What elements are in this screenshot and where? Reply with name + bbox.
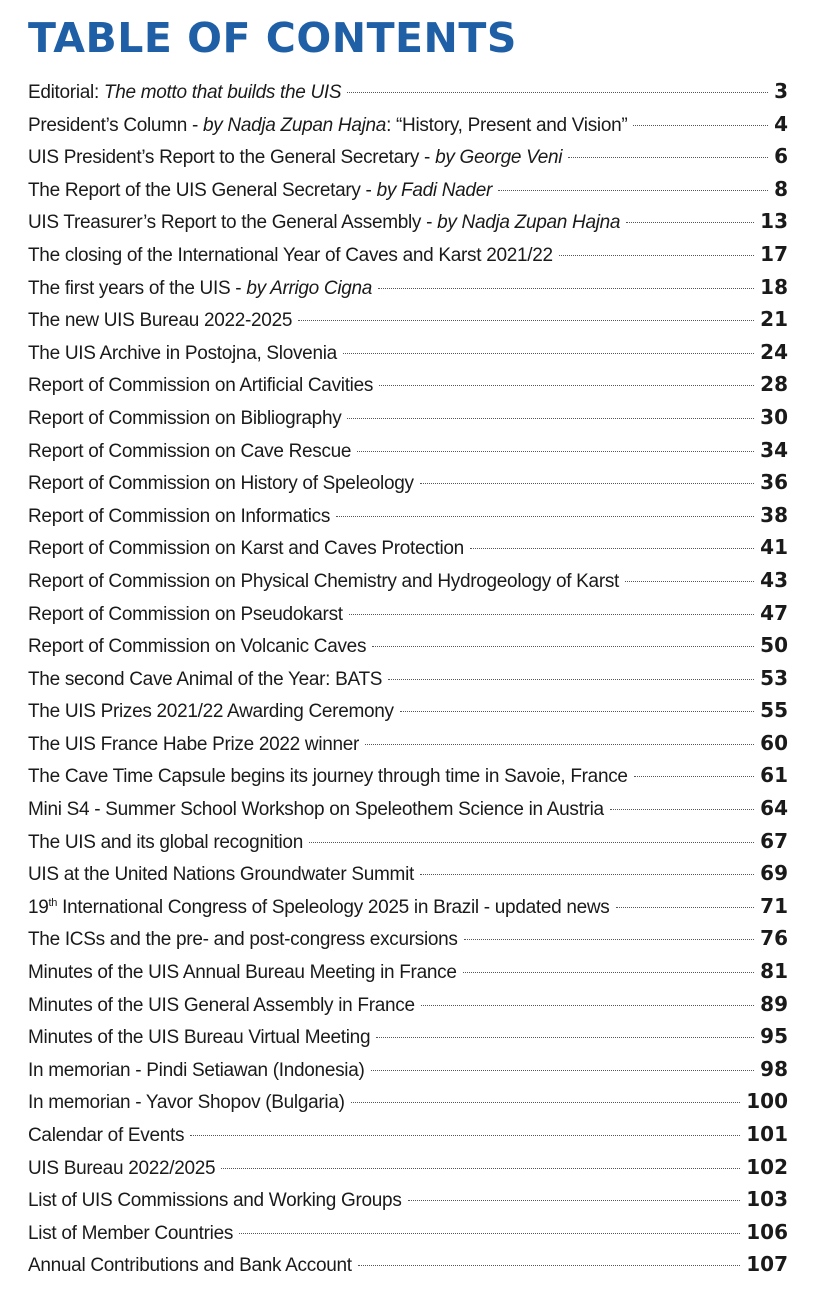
toc-entry-title — [28, 1218, 233, 1251]
toc-entry-author: by Arrigo Cigna — [246, 277, 373, 299]
toc-page-number: 18 — [760, 274, 788, 299]
toc-entry-title-text: UIS Treasurer’s Report to the General Assembly - — [28, 212, 438, 234]
toc-entry-author: The motto that builds the UIS — [103, 82, 342, 103]
toc-entry-title — [28, 1055, 365, 1088]
toc-entry[interactable] — [28, 922, 788, 955]
toc-entry-title — [28, 533, 464, 566]
toc-entry-title-text: Report of Commission on Cave Rescue — [28, 440, 352, 462]
toc-entry-title — [28, 729, 359, 762]
toc-entry[interactable] — [28, 303, 788, 336]
dot-leader — [239, 1233, 740, 1234]
toc-page-number: 43 — [760, 567, 788, 592]
toc-entry-title-text: Report of Commission on Bibliography — [28, 407, 342, 429]
dot-leader — [376, 1037, 754, 1038]
toc-entry-title — [28, 77, 341, 110]
toc-entry-title-text: Minutes of the UIS Bureau Virtual Meeting — [28, 1027, 371, 1049]
toc-page-number: 95 — [760, 1024, 788, 1049]
toc-entry[interactable] — [28, 336, 788, 369]
toc-entry-title — [28, 110, 627, 143]
toc-entry[interactable] — [28, 499, 788, 532]
dot-leader — [616, 907, 755, 908]
toc-entry-title-text: Report of Commission on Artificial Cavities — [28, 375, 374, 397]
toc-entry[interactable] — [28, 759, 788, 792]
toc-entry-title — [28, 794, 604, 827]
dot-leader — [371, 1070, 755, 1071]
toc-entry-title-text: Report of Commission on Pseudokarst — [28, 603, 343, 625]
toc-entry-author: by Nadja Zupan Hajna — [202, 114, 387, 136]
dot-leader — [420, 483, 754, 484]
toc-entry-subtitle: International Congress of Speleology 2025 in Brazil - updated news — [57, 896, 610, 918]
dot-leader — [365, 744, 754, 745]
toc-entry[interactable] — [28, 75, 788, 108]
toc-entry-title — [28, 370, 373, 403]
toc-page-number: 4 — [774, 111, 788, 136]
toc-page-number: 36 — [760, 470, 788, 495]
toc-entry-title — [28, 1153, 215, 1186]
dot-leader — [633, 125, 768, 126]
dot-leader — [372, 646, 754, 647]
toc-entry-title — [28, 436, 351, 469]
toc-entry-title-text: Report of Commission on Volcanic Caves — [28, 636, 367, 658]
toc-entry[interactable] — [28, 1118, 788, 1151]
toc-entry[interactable] — [28, 1216, 788, 1249]
toc-page-number: 76 — [760, 926, 788, 951]
toc-entry-title-text: List of Member Countries — [28, 1222, 234, 1244]
toc-entry-author: by Nadja Zupan Hajna — [437, 212, 621, 234]
toc-entry-title-text: Report of Commission on Karst and Caves Protection — [28, 538, 464, 560]
toc-page-number: 17 — [760, 241, 788, 266]
toc-page-number: 3 — [774, 79, 788, 103]
dot-leader — [378, 288, 754, 289]
toc-entry[interactable] — [28, 140, 788, 173]
dot-leader — [634, 776, 754, 777]
toc-entry-title-text: UIS President’s Report to the General Secretary - — [28, 147, 436, 169]
dot-leader — [343, 353, 754, 354]
toc-entry-title-text: President’s Column - — [28, 114, 203, 136]
toc-entry-title-text: 19 — [28, 896, 49, 918]
dot-leader — [470, 548, 754, 549]
dot-leader — [298, 320, 754, 321]
toc-entry[interactable] — [28, 108, 788, 141]
toc-entry[interactable] — [28, 564, 788, 597]
toc-entry[interactable] — [28, 1248, 788, 1281]
toc-entry[interactable] — [28, 205, 788, 238]
dot-leader — [625, 581, 754, 582]
toc-page-number: 107 — [746, 1252, 788, 1277]
toc-page-number: 50 — [760, 633, 788, 658]
toc-entry[interactable] — [28, 368, 788, 401]
dot-leader — [610, 809, 754, 810]
dot-leader — [568, 157, 768, 158]
toc-entry[interactable] — [28, 1020, 788, 1053]
dot-leader — [464, 939, 755, 940]
toc-entry[interactable] — [28, 1085, 788, 1118]
toc-entry-title — [28, 175, 492, 208]
dot-leader — [358, 1265, 741, 1266]
toc-entry-title-text: The first years of the UIS - — [28, 277, 247, 299]
toc-page-number: 98 — [760, 1056, 788, 1081]
toc-entry[interactable] — [28, 1151, 788, 1184]
toc-page-number: 21 — [760, 307, 788, 332]
toc-page-number: 81 — [760, 959, 788, 984]
toc-entry-title-text: Minutes of the UIS Annual Bureau Meeting in France — [28, 962, 457, 984]
toc-entry[interactable] — [28, 890, 788, 923]
toc-page-number: 106 — [746, 1219, 788, 1244]
toc-entry-title — [28, 403, 341, 436]
dot-leader — [420, 874, 754, 875]
toc-entry-title — [28, 1185, 402, 1218]
toc-page-number: 64 — [760, 796, 788, 821]
toc-page-number: 71 — [760, 893, 788, 918]
toc-entry[interactable] — [28, 727, 788, 760]
toc-entry-title-text: The Cave Time Capsule begins its journey through time in Savoie, France — [28, 766, 628, 788]
toc-entry-title — [28, 1022, 370, 1055]
toc-page-number: 8 — [774, 176, 788, 201]
toc-entry-title-text: The UIS Prizes 2021/22 Awarding Ceremony — [28, 701, 394, 723]
dot-leader — [351, 1102, 741, 1103]
toc-entry[interactable] — [28, 1183, 788, 1216]
toc-page-number: 47 — [760, 600, 788, 625]
toc-entry-title-text: The UIS Archive in Postojna, Slovenia — [28, 342, 337, 364]
toc-entry[interactable] — [28, 825, 788, 858]
dot-leader — [388, 679, 754, 680]
dot-leader — [221, 1168, 740, 1169]
toc-entry-title — [28, 599, 343, 632]
toc-entry-title — [28, 501, 330, 534]
toc-entry-title — [28, 631, 366, 664]
toc-entry-title-text: In memorian - Yavor Shopov (Bulgaria) — [28, 1092, 345, 1114]
toc-entry[interactable] — [28, 955, 788, 988]
toc-entry-title-text: The closing of the International Year of Caves and Karst 2021/22 — [28, 244, 553, 266]
toc-page-number: 102 — [746, 1154, 788, 1179]
toc-entry-title-text: Report of Commission on History of Speleology — [28, 473, 414, 495]
toc-entry[interactable] — [28, 857, 788, 890]
toc-entry-title — [28, 1087, 345, 1120]
dot-leader — [347, 418, 754, 419]
toc-entry[interactable] — [28, 629, 788, 662]
dot-leader — [408, 1200, 741, 1201]
dot-leader — [309, 842, 754, 843]
toc-entry-title — [28, 142, 562, 175]
toc-entry-title — [28, 1250, 352, 1283]
toc-entry-title — [28, 696, 394, 729]
toc-entry-title-text: Mini S4 - Summer School Workshop on Speleothem Science in Austria — [28, 799, 604, 821]
toc-page-number: 28 — [760, 372, 788, 397]
toc-entry-title — [28, 207, 620, 240]
toc-entry-title-text: Minutes of the UIS General Assembly in France — [28, 994, 415, 1016]
toc-page-number: 6 — [774, 144, 788, 169]
toc-page-number: 60 — [760, 730, 788, 755]
toc-entry-title — [28, 305, 292, 338]
toc-page-number: 38 — [760, 502, 788, 527]
toc-page-number: 100 — [746, 1089, 788, 1114]
toc-entry[interactable] — [28, 1053, 788, 1086]
page-title: TABLE OF CONTENTS — [28, 14, 517, 62]
toc-entry-title-text: Report of Commission on Physical Chemistry and Hydrogeology of Karst — [28, 570, 620, 592]
toc-page-number: 103 — [746, 1187, 788, 1212]
toc-entry[interactable] — [28, 466, 788, 499]
toc-entry-title-text: Calendar of Events — [28, 1125, 185, 1146]
toc-entry-title — [28, 338, 337, 371]
table-of-contents — [28, 75, 788, 1281]
toc-entry-title-text: The second Cave Animal of the Year: BATS — [28, 668, 383, 690]
toc-entry-author: by Fadi Nader — [376, 179, 492, 201]
toc-entry[interactable] — [28, 988, 788, 1021]
dot-leader — [347, 92, 768, 93]
toc-page-number: 69 — [760, 861, 788, 886]
toc-page-number: 67 — [760, 828, 788, 853]
toc-page-number: 53 — [760, 665, 788, 690]
dot-leader — [379, 385, 754, 386]
toc-page-number: 13 — [760, 209, 788, 234]
toc-entry-title-text: List of UIS Commissions and Working Groups — [28, 1190, 402, 1212]
toc-entry-title — [28, 468, 414, 501]
dot-leader — [400, 711, 754, 712]
toc-entry-ordinal-suffix: th — [48, 896, 58, 909]
toc-entry-title — [28, 827, 303, 860]
toc-entry-title — [28, 240, 553, 273]
toc-entry-title — [28, 664, 382, 697]
toc-entry[interactable] — [28, 434, 788, 467]
toc-entry-title-text: Annual Contributions and Bank Account — [28, 1255, 352, 1277]
toc-page-number: 61 — [760, 763, 788, 788]
toc-entry-title-text: The ICSs and the pre- and post-congress excursions — [28, 929, 458, 951]
toc-entry-title — [28, 892, 610, 925]
toc-entry[interactable] — [28, 792, 788, 825]
dot-leader — [463, 972, 755, 973]
toc-entry[interactable] — [28, 531, 788, 564]
toc-page-number: 101 — [746, 1122, 788, 1146]
toc-entry-title — [28, 1120, 184, 1153]
toc-entry-title — [28, 957, 457, 990]
toc-page-number: 89 — [760, 991, 788, 1016]
dot-leader — [336, 516, 754, 517]
toc-page-number: 41 — [760, 535, 788, 560]
toc-entry[interactable] — [28, 401, 788, 434]
toc-entry[interactable] — [28, 271, 788, 304]
toc-entry[interactable] — [28, 597, 788, 630]
toc-entry-title-text: The UIS and its global recognition — [28, 831, 303, 853]
toc-page-number: 34 — [760, 437, 788, 462]
toc-entry-title — [28, 566, 619, 599]
toc-entry[interactable] — [28, 173, 788, 206]
toc-entry-title-text: Report of Commission on Informatics — [28, 505, 331, 527]
toc-entry-title-text: The Report of the UIS General Secretary - — [28, 179, 377, 201]
dot-leader — [421, 1005, 754, 1006]
toc-entry[interactable] — [28, 694, 788, 727]
toc-entry-title-text: In memorian - Pindi Setiawan (Indonesia) — [28, 1059, 365, 1081]
toc-entry-title-text: The new UIS Bureau 2022-2025 — [28, 310, 293, 332]
toc-entry[interactable] — [28, 238, 788, 271]
toc-entry-title-text: UIS Bureau 2022/2025 — [28, 1157, 216, 1179]
toc-entry[interactable] — [28, 662, 788, 695]
dot-leader — [190, 1135, 740, 1136]
toc-entry-title — [28, 273, 372, 306]
toc-page-number: 55 — [760, 698, 788, 723]
toc-entry-title-text: The UIS France Habe Prize 2022 winner — [28, 733, 360, 755]
toc-page-number: 30 — [760, 404, 788, 429]
dot-leader — [626, 222, 754, 223]
toc-entry-title-text: Editorial: — [28, 82, 104, 103]
toc-page-number: 24 — [760, 339, 788, 364]
dot-leader — [498, 190, 768, 191]
toc-entry-author: by George Veni — [435, 147, 563, 169]
toc-entry-title — [28, 990, 415, 1023]
dot-leader — [559, 255, 754, 256]
dot-leader — [349, 614, 754, 615]
toc-entry-title — [28, 859, 414, 892]
toc-entry-title-text: UIS at the United Nations Groundwater Summit — [28, 864, 414, 886]
toc-entry-title — [28, 924, 458, 957]
toc-entry-subtitle: : “History, Present and Vision” — [386, 114, 628, 136]
toc-entry-title — [28, 761, 628, 794]
dot-leader — [357, 451, 754, 452]
